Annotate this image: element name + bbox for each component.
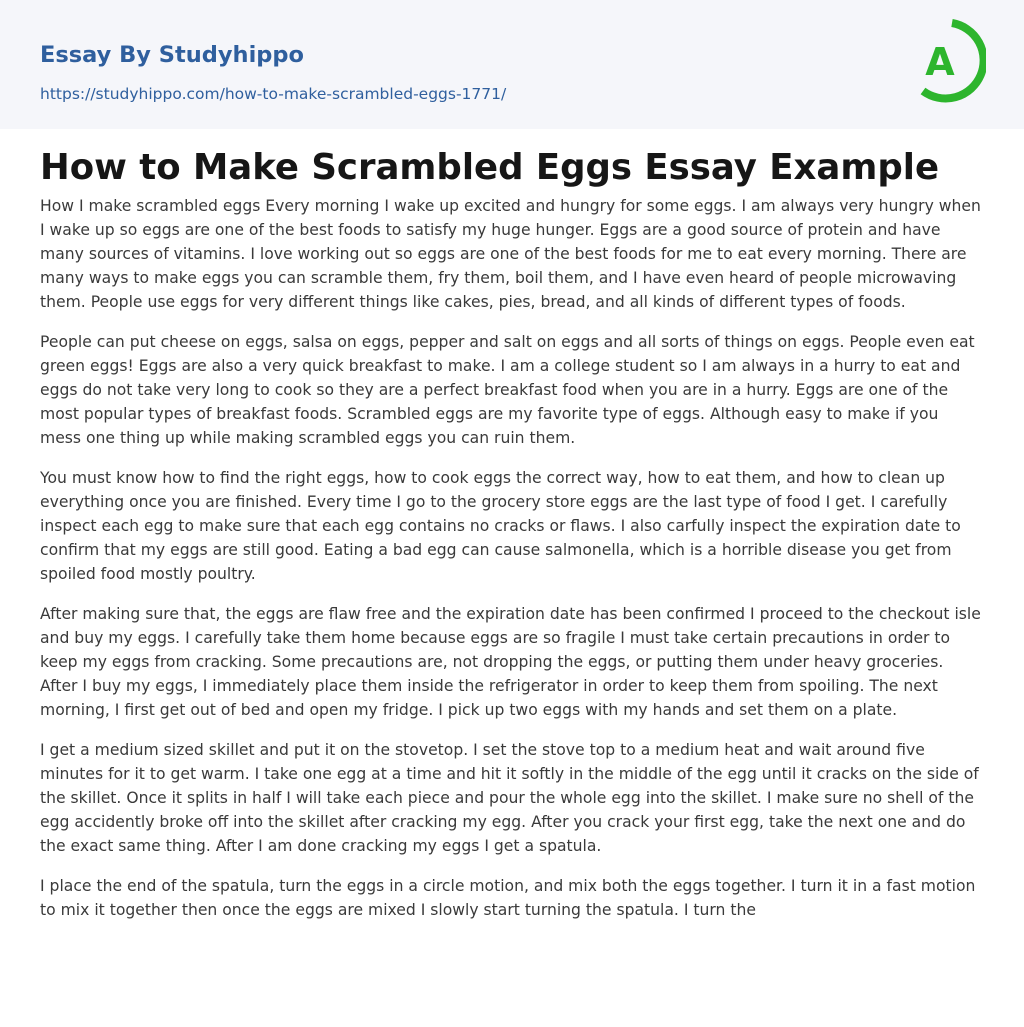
article-paragraph: I place the end of the spatula, turn the eggs in a circle motion, and mix both the eggs together. I turn it in a fast motion to mix it together then once the eggs are mixed I slowly start turning the spatula. I turn the (40, 877, 976, 919)
site-brand[interactable]: Essay By Studyhippo (40, 42, 304, 68)
article-paragraph: People can put cheese on eggs, salsa on eggs, pepper and salt on eggs and all sorts of things on eggs. People even eat green eggs! Eggs are also a very quick breakfast to make. I am a college student so I am always in a hurry to eat and eggs do not take very long to cook so they are a perfect breakfast food when you are in a hurry. Eggs are one of the most popular types of breakfast foods. Scrambled eggs are my favorite type of eggs. Although easy to make if you mess one thing up while making scrambled eggs you can ruin them. (40, 333, 975, 447)
article-paragraph: You must know how to find the right eggs, how to cook eggs the correct way, how to eat them, and how to clean up everything once you are finished. Every time I go to the grocery store eggs are the last type of food I get. I carefully inspect each egg to make sure that each egg contains no cracks or flaws. I also carfully inspect the expiration date to confirm that my eggs are still good. Eating a bad egg can cause salmonella, which is a horrible disease you get from spoiled food mostly poultry. (40, 469, 961, 583)
article-paragraph: How I make scrambled eggs Every morning I wake up excited and hungry for some eggs. I am always very hungry when I wake up so eggs are one of the best foods to satisfy my huge hunger. Eggs are a good source of protein and have many sources of vitamins. I love working out so eggs are one of the best foods for me to eat every morning. There are many ways to make eggs you can scramble them, fry them, boil them, and I have even heard of people microwaving them. People use eggs for very different things like cakes, pies, bread, and all kinds of different types of foods. (40, 197, 981, 311)
page-url-link[interactable]: https://studyhippo.com/how-to-make-scrambled-eggs-1771/ (40, 85, 507, 103)
article-paragraph: I get a medium sized skillet and put it on the stovetop. I set the stove top to a medium heat and wait around five minutes for it to get warm. I take one egg at a time and hit it softly in the middle of the egg until it cracks on the side of the skillet. Once it splits in half I will take each piece and pour the whole egg into the skillet. I make sure no shell of the egg accidently broke off into the skillet after cracking my egg. After you crack your first egg, take the next one and do the exact same thing. After I am done cracking my eggs I get a spatula. (40, 741, 979, 855)
article-paragraph: After making sure that, the eggs are flaw free and the expiration date has been confirmed I proceed to the checkout isle and buy my eggs. I carefully take them home because eggs are so fragile I must take certain precautions in order to keep my eggs from cracking. Some precautions are, not dropping the eggs, or putting them under heavy groceries. After I buy my eggs, I immediately place them inside the refrigerator in order to keep them from spoiling. The next morning, I first get out of bed and open my fridge. I pick up two eggs with my hands and set them on a plate. (40, 605, 981, 719)
logo-letter: A (925, 40, 955, 84)
article-body (40, 194, 984, 938)
article-title: How to Make Scrambled Eggs Essay Example (40, 147, 940, 188)
